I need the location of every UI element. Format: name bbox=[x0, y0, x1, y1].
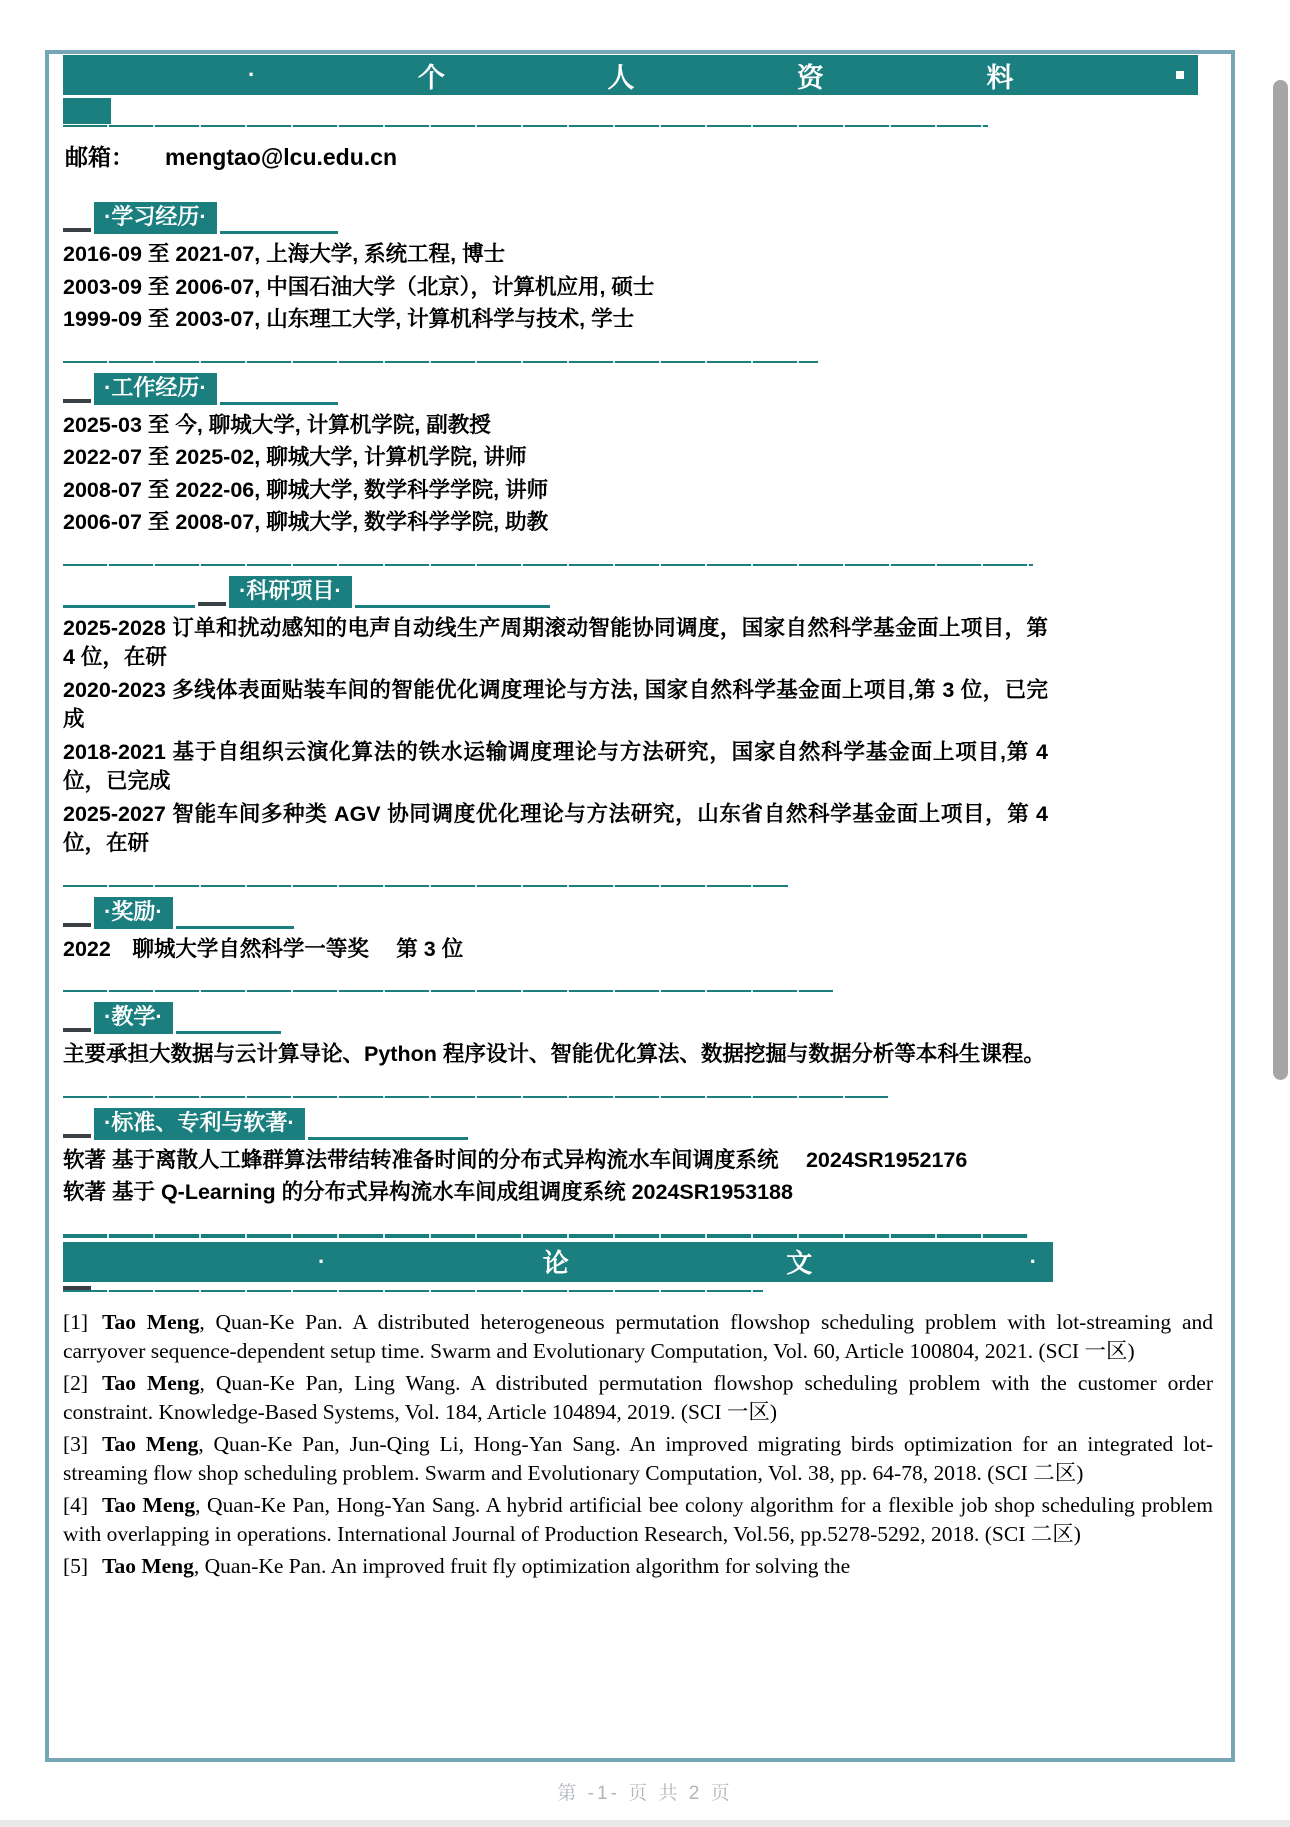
publication-item bbox=[63, 1430, 1213, 1489]
software-item: 软著 基于 Q-Learning 的分布式异构流水车间成组调度系统 2024SR1953188 bbox=[63, 1180, 793, 1204]
section-title-work: ·工作经历· bbox=[94, 373, 217, 405]
selection-handle-dash bbox=[63, 399, 91, 403]
work-item: 2008-07 至 2022-06, 聊城大学, 数学科学学院, 讲师 bbox=[63, 477, 549, 502]
publication-number: [5] bbox=[63, 1553, 89, 1578]
divider-line bbox=[63, 564, 1033, 566]
publication-author: Tao Meng bbox=[102, 1431, 199, 1456]
publication-text: , Quan-Ke Pan, Hong-Yan Sang. A hybrid artificial bee colony algorithm for a flexible job shop scheduling problem with overlapping in operations. International Journal of Production Research, Vol.56, pp.5278-5292, 2018. (SCI 二区) bbox=[63, 1492, 1213, 1546]
section-header-work bbox=[63, 373, 1213, 405]
banner-char: 论 bbox=[542, 1248, 569, 1278]
page-number-footer: 第 -1- 页 共 2 页 bbox=[557, 1783, 733, 1804]
section-title-education: ·学习经历· bbox=[94, 202, 217, 234]
section-header-patents bbox=[63, 1108, 1213, 1140]
banner-char: 人 bbox=[607, 62, 635, 93]
publication-item bbox=[63, 1308, 1213, 1367]
section-header-projects bbox=[63, 576, 1213, 608]
publication-item bbox=[63, 1369, 1213, 1428]
banner-char: 个 bbox=[417, 62, 445, 93]
education-item: 2016-09 至 2021-07, 上海大学, 系统工程, 博士 bbox=[63, 242, 506, 266]
selection-handle-dash bbox=[63, 923, 91, 927]
section-title-teaching: ·教学· bbox=[94, 1002, 173, 1034]
work-item: 2025-03 至 今, 聊城大学, 计算机学院, 副教授 bbox=[63, 412, 491, 437]
publication-author: Tao Meng bbox=[102, 1309, 200, 1334]
award-item: 2022 聊城大学自然科学一等奖 第 3 位 bbox=[63, 936, 464, 961]
email-value: mengtao@lcu.edu.cn bbox=[165, 144, 398, 170]
banner-handle-square bbox=[1176, 71, 1184, 79]
project-item: 2020-2023 多线体表面贴装车间的智能优化调度理论与方法, 国家自然科学基金面上项目,第 3 位，已完成 bbox=[63, 677, 1048, 731]
email-row bbox=[65, 139, 1213, 172]
document-content bbox=[63, 55, 1213, 1583]
teaching-item: 主要承担大数据与云计算导论、Python 程序设计、智能优化算法、数据挖掘与数据分析等本科生课程。 bbox=[63, 1042, 1045, 1066]
title-underline bbox=[176, 1031, 281, 1034]
publication-number: [3] bbox=[63, 1431, 89, 1456]
divider-line bbox=[63, 1290, 763, 1292]
publication-number: [4] bbox=[63, 1492, 89, 1517]
selection-handle-dash bbox=[63, 1134, 91, 1138]
title-underline bbox=[308, 1137, 468, 1140]
publication-author: Tao Meng bbox=[102, 1370, 200, 1395]
title-underline bbox=[176, 926, 294, 929]
title-underline bbox=[220, 231, 338, 234]
title-underline bbox=[220, 402, 338, 405]
education-item: 2003-09 至 2006-07, 中国石油大学（北京），计算机应用, 硕士 bbox=[63, 274, 655, 299]
publication-author: Tao Meng bbox=[102, 1553, 194, 1578]
banner-char: 资 bbox=[796, 62, 824, 93]
title-underline bbox=[355, 605, 550, 608]
banner-dot: · bbox=[1029, 1248, 1037, 1274]
next-page-gap bbox=[0, 1820, 1290, 1827]
vertical-scrollbar-thumb[interactable] bbox=[1273, 80, 1288, 1080]
work-item: 2006-07 至 2008-07, 聊城大学, 数学科学学院, 助教 bbox=[63, 510, 549, 534]
divider-line bbox=[63, 885, 788, 887]
publication-text: , Quan-Ke Pan, Jun-Qing Li, Hong-Yan Sang. An improved migrating birds optimization for an integrated lot-streaming flow shop scheduling problem. Swarm and Evolutionary Computation, Vol. 38, pp. 64-78, 2018. (SCI 二区) bbox=[63, 1431, 1213, 1485]
banner-dot: · bbox=[318, 1248, 326, 1274]
publication-author: Tao Meng bbox=[102, 1492, 196, 1517]
project-item: 2025-2028 订单和扰动感知的电声自动线生产周期滚动智能协同调度，国家自然科学基金面上项目，第 4 位，在研 bbox=[63, 615, 1048, 669]
publication-text: , Quan-Ke Pan, Ling Wang. A distributed permutation flowshop scheduling problem with the customer order constraint. Knowledge-Based Systems, Vol. 184, Article 104894, 2019. (SCI 一区) bbox=[63, 1370, 1213, 1424]
publication-item bbox=[63, 1491, 1213, 1550]
education-item: 1999-09 至 2003-07, 山东理工大学, 计算机科学与技术, 学士 bbox=[63, 307, 635, 331]
section-title-projects: ·科研项目· bbox=[229, 576, 352, 608]
section-title-awards: ·奖励· bbox=[94, 897, 173, 929]
publication-text: , Quan-Ke Pan. A distributed heterogeneous permutation flowshop scheduling problem with lot-streaming and carryover sequence-dependent setup time. Swarm and Evolutionary Computation, Vol. 60, Article 100804, 2021. (SCI 一区) bbox=[63, 1309, 1213, 1363]
publication-text: , Quan-Ke Pan. An improved fruit fly optimization algorithm for solving the bbox=[193, 1553, 851, 1578]
publication-list bbox=[63, 1308, 1213, 1582]
project-item: 2018-2021 基于自组织云演化算法的铁水运输调度理论与方法研究，国家自然科学基金面上项目,第 4 位，已完成 bbox=[63, 739, 1048, 793]
section-header-teaching bbox=[63, 1002, 1213, 1034]
title-leadline bbox=[63, 605, 195, 608]
selection-handle-dash bbox=[63, 228, 91, 232]
banner-char: 料 bbox=[986, 62, 1014, 93]
divider-line bbox=[63, 1234, 1028, 1238]
personal-info-banner bbox=[63, 55, 1198, 95]
selection-handle-dash bbox=[63, 1028, 91, 1032]
divider-line bbox=[63, 990, 833, 992]
selection-handle-dash bbox=[198, 602, 226, 606]
section-title-patents: ·标准、专利与软著· bbox=[94, 1108, 305, 1140]
papers-banner bbox=[63, 1242, 1053, 1282]
divider-line bbox=[63, 125, 988, 127]
work-item: 2022-07 至 2025-02, 聊城大学, 计算机学院, 讲师 bbox=[63, 445, 527, 469]
publication-number: [2] bbox=[63, 1370, 89, 1395]
banner-char: 文 bbox=[786, 1248, 813, 1278]
publication-number: [1] bbox=[63, 1309, 89, 1334]
section-header-education bbox=[63, 202, 1213, 234]
table-cell-artifact bbox=[63, 98, 111, 124]
banner-dot: · bbox=[248, 62, 256, 87]
email-label: 邮箱： bbox=[65, 144, 134, 170]
divider-line bbox=[63, 1096, 888, 1098]
software-item: 软著 基于离散人工蜂群算法带结转准备时间的分布式异构流水车间调度系统 2024SR1952176 bbox=[63, 1147, 968, 1172]
section-header-awards bbox=[63, 897, 1213, 929]
project-item: 2025-2027 智能车间多种类 AGV 协同调度优化理论与方法研究，山东省自然科学基金面上项目，第 4 位，在研 bbox=[63, 801, 1048, 855]
divider-line bbox=[63, 361, 818, 363]
publication-item bbox=[63, 1552, 1213, 1582]
